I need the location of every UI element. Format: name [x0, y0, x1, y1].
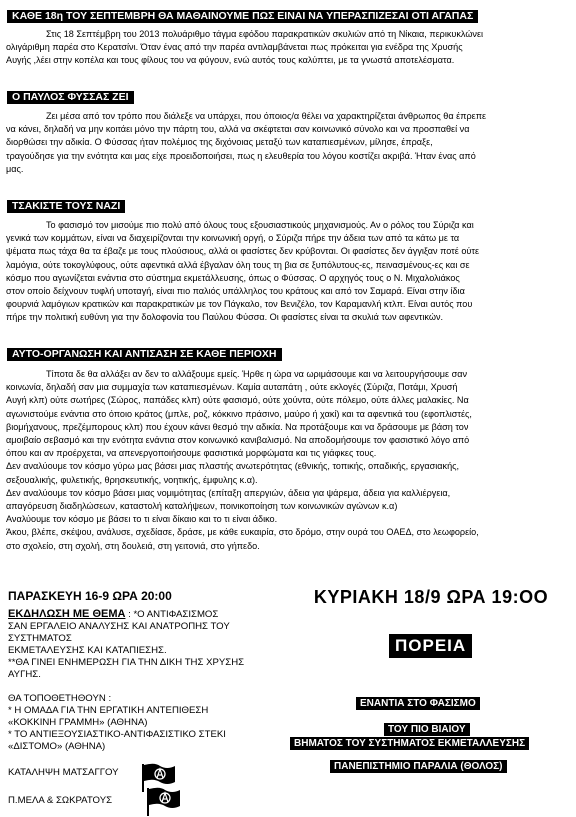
- speakers-title: ΘΑ ΤΟΠΟΘΕΤΗΘΟΥΝ :: [8, 693, 112, 704]
- most-violent-label: ΤΟΥ ΠΙΟ ΒΙΑΙΟΥ: [384, 723, 470, 736]
- body-line: στον οποίο δείχνουν τυφλή υποταγή, είναι πιο παλιός υπάλληλος του κράτους και από τον Σαμαρά. Είναι στην ίδια: [6, 286, 465, 297]
- march-label: ΠΟΡΕΙΑ: [389, 634, 472, 658]
- body-line: διορθώσει την αδικία. Ο Φύσσας ήταν πολέμιος της διχόνοιας μεταξύ των καταπιεσμένων, μίλησε, έπραξε,: [6, 137, 433, 148]
- body-line: ολιγάριθμη παρέα στο Κερατσίνι. Όταν ένας από την παρέα αντιλαμβάνεται πως πρόκειται για ενέδρα της Χρυσής: [6, 42, 463, 53]
- friday-date: ΠΑΡΑΣΚΕΥΗ 16-9 ΩΡΑ 20:00: [8, 589, 172, 603]
- body-line: φουρνιά λαμόγιων κρατικών και παρακρατικών με τον Πάγκαλο, τον Βενιζέλο, τον Καραμανλή κτλπ. Είναι αυτός που: [6, 299, 473, 310]
- body-line: αγωνιστούμε ενάντια στο όποιο κράτος (μπλε, ροζ, κόκκινο πράσινο, μαύρο ή χακί) και τα αφεντικά του (εφοπλιστές,: [6, 408, 472, 419]
- body-line: Δεν αναλύουμε τον κόσμο γύρω μας βάσει μιας πλαστής ανωτερότητας (εθνικής, τοπικής, οπαδικής, εργασιακής,: [6, 461, 460, 472]
- body-line: Στις 18 Σεπτέμβρη του 2013 πολυάριθμο τάγμα εφόδου παρακρατικών σκυλιών από τη Νίκαια, περικυκλώνει: [46, 29, 484, 39]
- section-body-3: [6, 219, 568, 325]
- body-line: Άκου, βλέπε, σκέψου, ανάλυσε, σχεδίασε, δράσε, με κάθε ευκαιρία, στο δρόμο, στην ουρά του ΟΑΕΔ, στο λεωφορείο,: [6, 527, 479, 538]
- squat-name: ΚΑΤΑΛΗΨΗ ΜΑΤΣΑΓΓΟΥ: [8, 767, 119, 778]
- event-line: ΑΥΓΗΣ.: [8, 669, 41, 680]
- body-line: λαμόγια, ούτε τοκογλύφους, ούτε αφεντικά αλλά έβγαλαν όλη τους τη βια σε ξυπόλυτους-ες, πεινασμένους-ες και σε: [6, 259, 470, 270]
- body-line: Τίποτα δε θα αλλάξει αν δεν το αλλάξουμε εμείς. Ήρθε η ώρα να ωριμάσουμε και να λειτουργήσουμε σαν: [46, 369, 468, 379]
- section-heading-4: ΑΥΤΟ-ΟΡΓΑΝΩΣΗ ΚΑΙ ΑΝΤΙΣΑΣΗ ΣΕ ΚΑΘΕ ΠΕΡΙΟΧΗ: [7, 348, 282, 361]
- body-line: Αυγή κλπ) ούτε σωτήρες (Σώρος, παπάδες κλπ) ούτε φασισμό, ούτε χούντα, ούτε πόλεμο, ούτε άλλες μαλακίες. Να: [6, 395, 469, 406]
- body-line: σεξουαλικής, φυλετικής, θρησκευτικής, νοητικής, έμφυλης κ.α).: [6, 474, 258, 485]
- body-line: ψέματα πως τάχα θα τα έβαζε με τους πλούσιους, αλλά οι φασίστες δεν κρύβονται. Οι φασίστες δεν άγγιξαν ποτέ ούτε: [6, 246, 480, 257]
- event-heading: [8, 608, 283, 621]
- body-line: κόσμο που αγωνίζεται ενάντια στο σύστημα εκμετάλλευσης, όπως ο Φύσσας. Ο αρχηγός τους ο Ν. Μιχαλολιάκος: [6, 272, 460, 283]
- speaker-line: * ΤΟ ΑΝΤΙΕΞΟΥΣΙΑΣΤΙΚΟ-ΑΝΤΙΦΑΣΙΣΤΙΚΟ ΣΤΕΚΙ: [8, 729, 226, 740]
- squat-address: Π.ΜΕΛΑ & ΣΩΚΡΑΤΟΥΣ: [8, 795, 113, 806]
- body-line: Αυγής ,λέει στην κοπέλα και τους φίλους του να φύγουν, ενώ αυτός τους καλύπτει, με τα γνωστά αποτελέσματα.: [6, 55, 455, 66]
- body-line: κοινωνία, δηλαδή σαν μια συμμαχία των καταπιεσμένων. Καμία αυταπάτη , ούτε εκλογές (Σύριζα, Ποτάμι, Χρυσή: [6, 382, 458, 393]
- against-fascism-label: ΕΝΑΝΤΙΑ ΣΤΟ ΦΑΣΙΣΜΟ: [356, 697, 480, 710]
- anarchist-flag-icon: [145, 786, 183, 816]
- body-line: τραγούδησε για την ενότητα και μας είχε προειδοποιήσει, πως η ελευθερία του λόγου κοστίζει ακριβά. Ήταν ένας από: [6, 150, 476, 161]
- body-line: Το φασισμό τον μισούμε πιο πολύ από όλους τους εξουσιαστικούς μηχανισμούς. Αν ο ρόλος του Σύριζα και: [46, 220, 474, 230]
- body-line: Αναλύουμε τον κόσμο με βάσει το τι είναι δίκαιο και το τι είναι άδικο.: [6, 514, 278, 525]
- sunday-date: ΚΥΡΙΑΚΗ 18/9 ΩΡΑ 19:ΟΟ: [313, 587, 549, 607]
- event-line: ΣΥΣΤΗΜΑΤΟΣ: [8, 633, 72, 644]
- event-line: ΕΚΜΕΤΑΛΕΥΣΗΣ ΚΑΙ ΚΑΤΑΠΙΕΣΗΣ.: [8, 645, 167, 656]
- speaker-line: * Η ΟΜΑΔΑ ΓΙΑ ΤΗΝ ΕΡΓΑΤΙΚΗ ΑΝΤΕΠΙΘΕΣΗ: [8, 705, 209, 716]
- body-line: απαγόρευση διαδηλώσεων, καταστολή καταλήψεων, ποινικοποίηση των κοινωνικών αγώνων κ.α): [6, 501, 398, 512]
- body-line: στο σχολείο, στη σχολή, στη δουλειά, στη γειτονιά, στο γήπεδο.: [6, 540, 260, 551]
- event-line: *Ο ΑΝΤΙΦΑΣΙΣΜΟΣ: [133, 609, 219, 620]
- body-line: γενικά των κομμάτων, είναι να διαχειρίζονται την κοινωνική οργή, ο Σύριζα πήρε την άδεια των από τα κάτω με τα: [6, 233, 460, 244]
- body-line: αμοιβαίο σεβασμό και την ενότητα ενάντια στον κοινωνικό κανιβαλισμό. Να αποδομήσουμε τον φασιστικό λόγο από: [6, 435, 470, 446]
- body-line: να κάνει, δηλαδή να μην κοιτάει μόνο την πάρτη του, αλλά να σκέφτεται σαν κοινωνικό σύνολο και να προσπαθεί να: [6, 124, 470, 135]
- event-line: ΣΑΝ ΕΡΓΑΛΕΙΟ ΑΝΑΛΥΣΗΣ ΚΑΙ ΑΝΑΤΡΟΠΗΣ ΤΟΥ: [8, 621, 230, 632]
- section-body-4: [6, 368, 568, 553]
- event-title: ΕΚΔΗΛΩΣΗ ΜΕ ΘΕΜΑ: [8, 608, 126, 620]
- body-line: Δεν αναλύουμε τον κόσμο βάσει μιας νομιμότητας (επίταξη απεργιών, άδεια για ψάρεμα, άδεια για καλλιέργεια,: [6, 487, 451, 498]
- location-label: ΠΑΝΕΠΙΣΤΗΜΙΟ ΠΑΡΑΛΙΑ (ΘΟΛΟΣ): [330, 760, 507, 773]
- section-body-1: [6, 28, 568, 68]
- system-step-label: ΒΗΜΑΤΟΣ ΤΟΥ ΣΥΣΤΗΜΑΤΟΣ ΕΚΜΕΤΑΛΛΕΥΣΗΣ: [290, 737, 529, 750]
- section-heading-1: ΚΑΘΕ 18η ΤΟΥ ΣΕΠΤΕΜΒΡΗ ΘΑ ΜΑΘΑΙΝΟΥΜΕ ΠΩΣ ΕΙΝΑΙ ΝΑ ΥΠΕΡΑΣΠΙΖΕΣΑΙ ΟΤΙ ΑΓΑΠΑΣ: [7, 10, 478, 23]
- event-colon: :: [125, 609, 134, 620]
- body-line: βιομήχανους, πρεζέμπορους κλπ) που έχουν κάνει θεσμό την αδικία. Να προτάξουμε και να δράσουμε με βάση τον: [6, 421, 469, 432]
- body-line: πήρε την πολιτική ευθύνη για την δολοφονία του Παύλου Φύσσα. Οι φασίστες είναι τα σκυλιά των αφεντικών.: [6, 312, 444, 323]
- section-heading-3: ΤΣΑΚΙΣΤΕ ΤΟΥΣ ΝΑΖΙ: [7, 200, 125, 213]
- section-heading-2: Ο ΠΑΥΛΟΣ ΦΥΣΣΑΣ ΖΕΙ: [7, 91, 134, 104]
- body-line: Ζει μέσα από τον τρόπο που διάλεξε να υπάρχει, που όποιος/α θέλει να χαρακτηρίζεται άνθρωπος θα έπρεπε: [46, 111, 487, 121]
- speaker-line: «ΔΙΣΤΟΜΟ» (ΑΘΗΝΑ): [8, 741, 106, 752]
- event-line: **ΘΑ ΓΙΝΕΙ ΕΝΗΜΕΡΩΣΗ ΓΙΑ ΤΗΝ ΔΙΚΗ ΤΗΣ ΧΡΥΣΗΣ: [8, 657, 245, 668]
- speaker-line: «ΚΟΚΚΙΝΗ ΓΡΑΜΜΗ» (ΑΘΗΝΑ): [8, 717, 148, 728]
- body-line: μας.: [6, 163, 24, 174]
- body-line: όπου και αν προέρχεται, να απενεργοποιήσουμε φασιστικά μορφώματα και τις γιάφκες τους.: [6, 448, 377, 459]
- section-body-2: [6, 110, 568, 176]
